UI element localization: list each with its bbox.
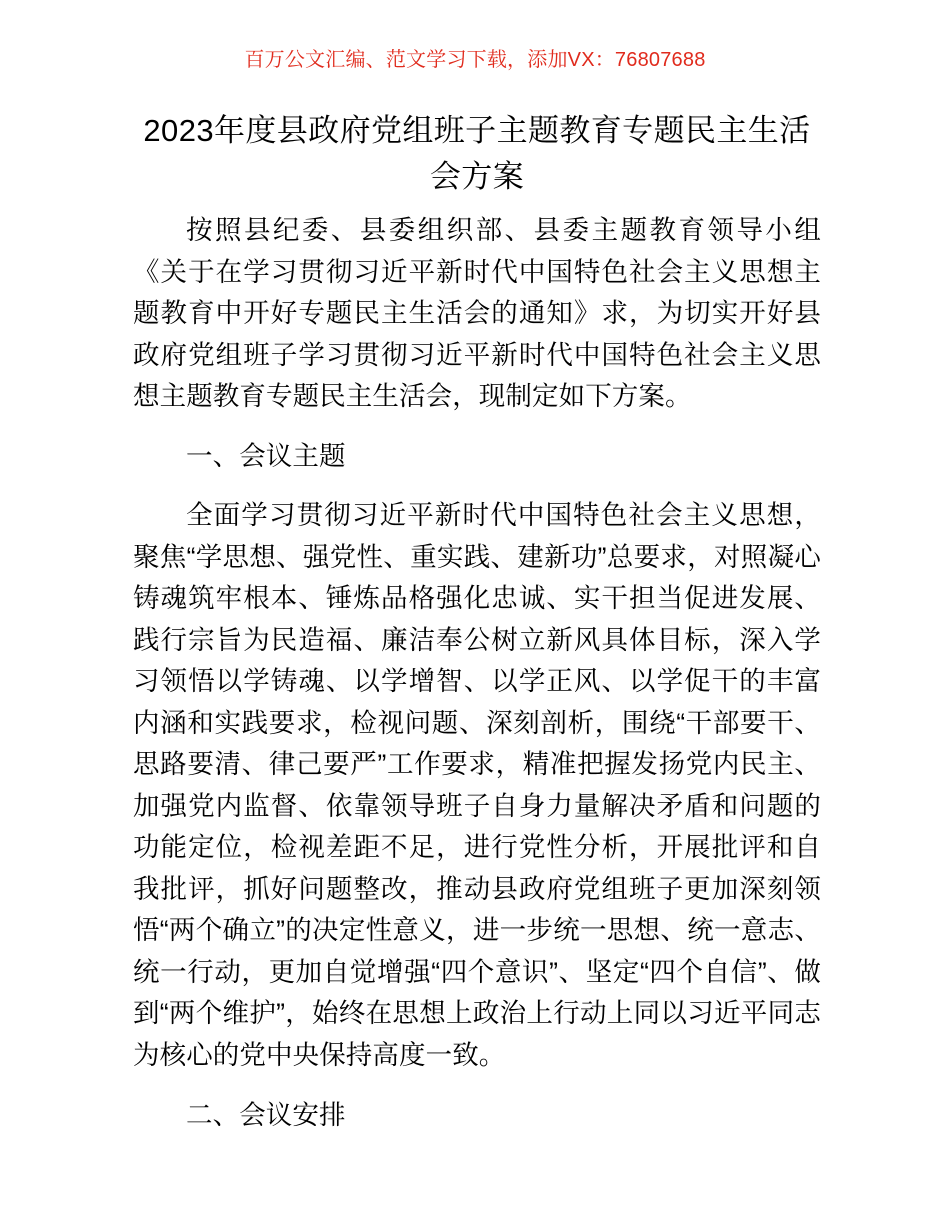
spacer-after-intro (133, 418, 821, 436)
promo-watermark-text: 百万公文汇编、范文学习下载，添加VX：76807688 (244, 49, 706, 71)
document-title: 2023年度县政府党组班子主题教育专题民主生活会方案 (143, 113, 811, 194)
promo-watermark-bar (0, 46, 950, 74)
spacer-after-body-1 (133, 1076, 821, 1095)
section-heading-2: 二、会议安排 (186, 1100, 346, 1130)
intro-paragraph: 按照县纪委、县委组织部、县委主题教育领导小组《关于在学习贯彻习近平新时代中国特色社会主义思想主题教育中开好专题民主生活会的通知》求，为切实开好县政府党组班子学习贯彻习近平新时代中国特色社会主义思想主题教育专题民主生活会，现制定如下方案。 (133, 215, 821, 411)
section-heading-1: 一、会议主题 (186, 440, 346, 471)
document-body (133, 108, 821, 1137)
spacer-after-heading-1 (133, 477, 821, 495)
section-body-1: 全面学习贯彻习近平新时代中国特色社会主义思想，聚焦“学思想、强党性、重实践、建新功”总要求，对照凝心铸魂筑牢根本、锤炼品格强化忠诚、实干担当促进发展、践行宗旨为民造福、廉洁奉公树立新风具体目标，深入学习领悟以学铸魂、以学增智、以学正风、以学促干的丰富内涵和实践要求，检视问题、深刻剖析，围绕“干部要干、思路要清、律己要严”工作要求，精准把握发扬党内民主、加强党内监督、依靠领导班子自身力量解决矛盾和问题的功能定位，检视差距不足，进行党性分析，开展批评和自我批评，抓好问题整改，推动县政府党组班子更加深刻领悟“两个确立”的决定性意义，进一步统一思想、统一意志、统一行动，更加自觉增强“四个意识”、坚定“四个自信”、做到“两个维护”，始终在思想上政治上行动上同以习近平同志为核心的党中央保持高度一致。 (133, 500, 821, 1070)
